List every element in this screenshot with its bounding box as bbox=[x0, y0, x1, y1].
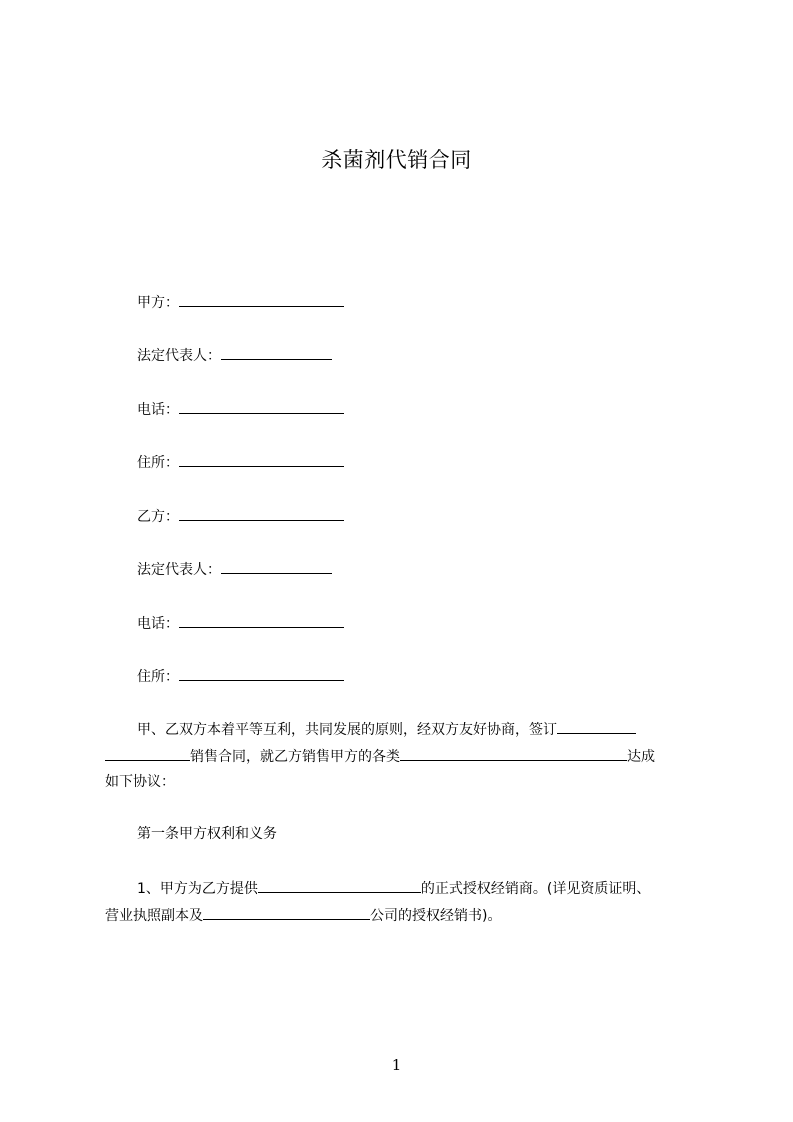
intro-text-2b: 达成 bbox=[627, 749, 655, 765]
clause-1-line-2 bbox=[105, 905, 501, 925]
party-b-phone-label: 电话： bbox=[137, 616, 179, 632]
clause-1-company-blank[interactable] bbox=[203, 905, 370, 920]
party-a-representative-blank[interactable] bbox=[221, 345, 332, 360]
party-b-address-blank[interactable] bbox=[179, 666, 344, 681]
party-b-blank[interactable] bbox=[179, 506, 344, 521]
intro-text-1: 甲、乙双方本着平等互利，共同发展的原则，经双方友好协商，签订 bbox=[137, 722, 557, 738]
party-a-phone-field bbox=[137, 399, 344, 419]
party-a-address-blank[interactable] bbox=[179, 452, 344, 467]
party-a-representative-label: 法定代表人： bbox=[137, 348, 221, 364]
party-b-representative-field bbox=[137, 559, 332, 579]
intro-text-3: 如下协议： bbox=[105, 774, 175, 790]
party-a-field bbox=[137, 292, 344, 312]
party-a-representative-field bbox=[137, 345, 332, 365]
contract-name-blank-a[interactable] bbox=[557, 719, 636, 734]
clause-1-text-1b: 的正式授权经销商。(详见资质证明、 bbox=[420, 881, 651, 897]
clause-1-supplier-blank[interactable] bbox=[258, 878, 421, 893]
product-category-blank[interactable] bbox=[400, 746, 627, 761]
party-b-field bbox=[137, 506, 344, 526]
section-1-heading: 第一条甲方权利和义务 bbox=[137, 826, 277, 842]
intro-line-1 bbox=[137, 719, 636, 739]
clause-1-text-2b: 公司的授权经销书)。 bbox=[370, 908, 502, 924]
party-a-phone-blank[interactable] bbox=[179, 399, 344, 414]
party-b-address-label: 住所： bbox=[137, 669, 179, 685]
party-a-label: 甲方： bbox=[137, 295, 179, 311]
party-b-label: 乙方： bbox=[137, 509, 179, 525]
party-b-representative-blank[interactable] bbox=[221, 559, 332, 574]
intro-text-2a: 销售合同，就乙方销售甲方的各类 bbox=[190, 749, 400, 765]
intro-line-2 bbox=[105, 746, 655, 766]
party-a-address-label: 住所： bbox=[137, 455, 179, 471]
clause-1-line-1 bbox=[137, 878, 650, 898]
party-a-address-field bbox=[137, 452, 344, 472]
party-b-representative-label: 法定代表人： bbox=[137, 562, 221, 578]
party-b-phone-field bbox=[137, 613, 344, 633]
document-title: 杀菌剂代销合同 bbox=[321, 148, 472, 172]
party-b-address-field bbox=[137, 666, 344, 686]
page-number: 1 bbox=[391, 1056, 402, 1074]
party-b-phone-blank[interactable] bbox=[179, 613, 344, 628]
contract-name-blank-b[interactable] bbox=[105, 746, 190, 761]
clause-1-text-1a: 1、甲方为乙方提供 bbox=[137, 881, 258, 897]
party-a-blank[interactable] bbox=[179, 292, 344, 307]
clause-1-text-2a: 营业执照副本及 bbox=[105, 908, 203, 924]
party-a-phone-label: 电话： bbox=[137, 402, 179, 418]
intro-line-3 bbox=[105, 773, 175, 791]
